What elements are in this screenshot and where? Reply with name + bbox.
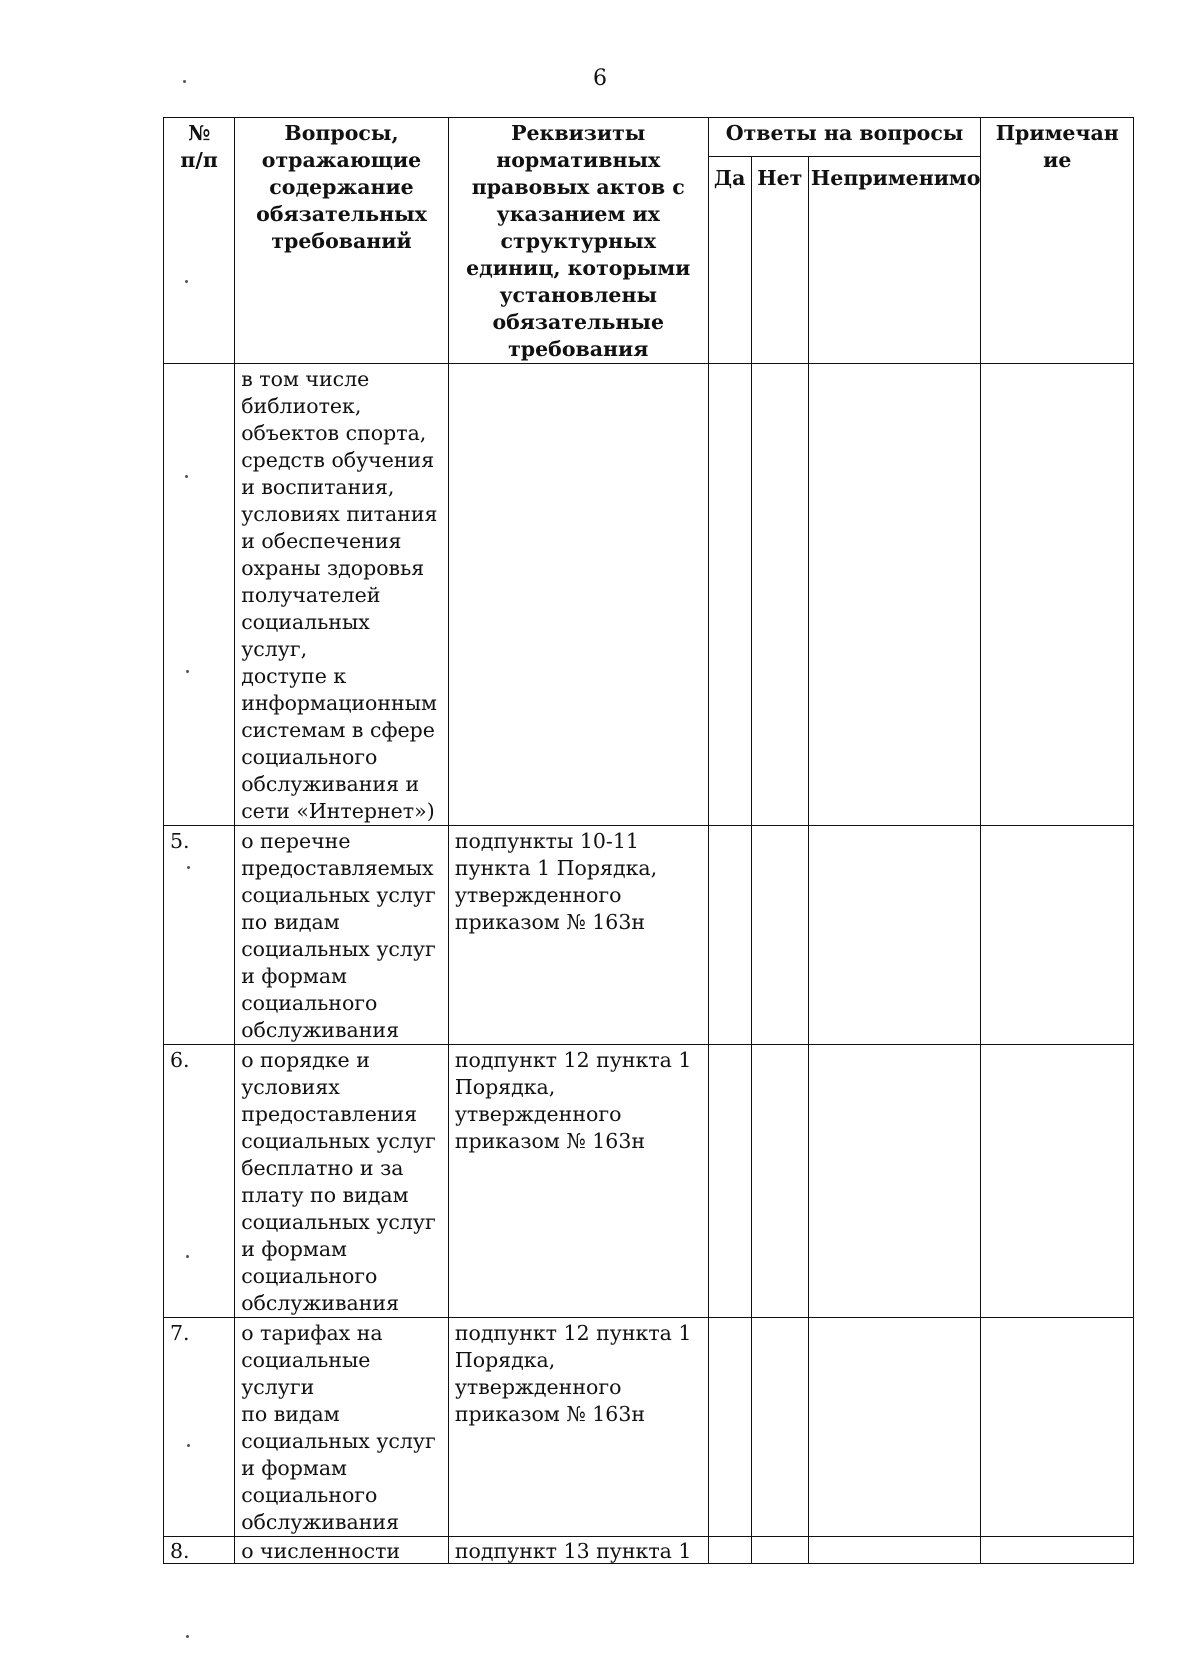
row-requisites: подпункт 12 пункта 1 Порядка, утвержденного приказом № 163н (448, 1045, 708, 1318)
table-row (164, 826, 1134, 1045)
scan-speck (183, 80, 186, 83)
row-num: 7. (164, 1318, 235, 1537)
row-num: 6. (164, 1045, 235, 1318)
answer-no-cell[interactable] (751, 364, 808, 826)
row-num (164, 364, 235, 826)
answer-na-cell[interactable] (808, 364, 981, 826)
header-num: № п/п (164, 118, 235, 364)
table-row (164, 1318, 1134, 1537)
row-question: в том числе библиотек, объектов спорта, средств обучения и воспитания, условиях питания и обеспечения охраны здоровья получателей социальных услуг, доступе к информационным системам в сфере социального обслуживания и сети «Интернет») (235, 364, 449, 826)
answer-yes-cell[interactable] (708, 1318, 751, 1537)
answer-na-cell[interactable] (808, 1045, 981, 1318)
table-row (164, 1537, 1134, 1564)
note-cell[interactable] (981, 826, 1134, 1045)
note-cell[interactable] (981, 1318, 1134, 1537)
header-answers: Ответы на вопросы (708, 118, 981, 157)
scan-speck (186, 1635, 189, 1638)
page-number: 6 (593, 66, 607, 91)
answer-na-cell[interactable] (808, 1537, 981, 1564)
row-num: 8. (164, 1537, 235, 1564)
answer-no-cell[interactable] (751, 1045, 808, 1318)
header-yes: Да (708, 157, 751, 364)
note-cell[interactable] (981, 1045, 1134, 1318)
answer-yes-cell[interactable] (708, 1537, 751, 1564)
header-no: Нет (751, 157, 808, 364)
answer-yes-cell[interactable] (708, 1045, 751, 1318)
header-requisites: Реквизиты нормативных правовых актов с указанием их структурных единиц, которыми установлены обязательные требования (448, 118, 708, 364)
header-question: Вопросы, отражающие содержание обязательных требований (235, 118, 449, 364)
row-requisites: подпункт 13 пункта 1 (448, 1537, 708, 1564)
header-not-applicable: Неприменимо (808, 157, 981, 364)
header-row (164, 118, 1134, 157)
note-cell[interactable] (981, 364, 1134, 826)
answer-no-cell[interactable] (751, 1318, 808, 1537)
table-row (164, 1045, 1134, 1318)
answer-no-cell[interactable] (751, 826, 808, 1045)
answer-yes-cell[interactable] (708, 364, 751, 826)
answer-na-cell[interactable] (808, 1318, 981, 1537)
row-requisites: подпункты 10-11 пункта 1 Порядка, утвержденного приказом № 163н (448, 826, 708, 1045)
header-note: Примечан ие (981, 118, 1134, 364)
row-question: о перечне предоставляемых социальных услуг по видам социальных услуг и формам социального обслуживания (235, 826, 449, 1045)
answer-na-cell[interactable] (808, 826, 981, 1045)
checklist-table (163, 117, 1134, 1564)
answer-yes-cell[interactable] (708, 826, 751, 1045)
answer-no-cell[interactable] (751, 1537, 808, 1564)
table-row (164, 364, 1134, 826)
row-requisites: подпункт 12 пункта 1 Порядка, утвержденного приказом № 163н (448, 1318, 708, 1537)
row-question: о тарифах на социальные услуги по видам социальных услуг и формам социального обслуживания (235, 1318, 449, 1537)
row-question: о порядке и условиях предоставления социальных услуг бесплатно и за плату по видам социальных услуг и формам социального обслуживания (235, 1045, 449, 1318)
row-requisites (448, 364, 708, 826)
note-cell[interactable] (981, 1537, 1134, 1564)
row-num: 5. (164, 826, 235, 1045)
row-question: о численности (235, 1537, 449, 1564)
